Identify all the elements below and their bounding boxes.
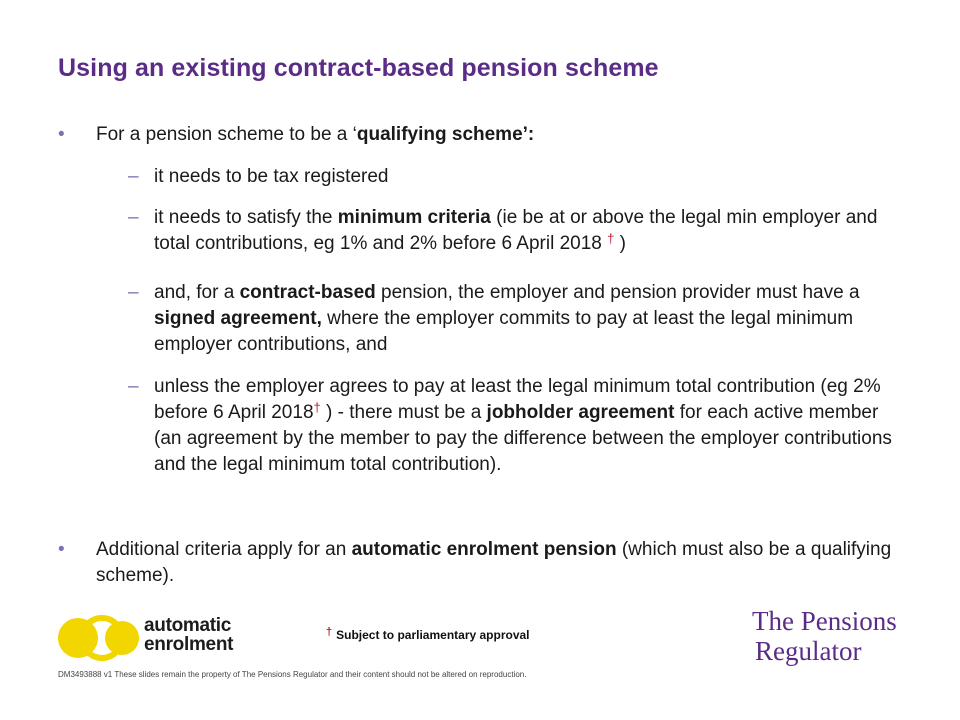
dagger-mark: †: [313, 400, 321, 415]
sub-item-text: unless the employer agrees to pay at least the legal minimum total contribution (eg 2% before 6 April 2018† ) - there must be a jobholder agreement for each active member (an agreement by the member to pay the difference between the employer contributions and the legal minimum total contribution).: [154, 376, 892, 475]
dagger-mark: †: [326, 626, 333, 638]
bullet-text: For a pension scheme to be a ‘qualifying scheme’:: [96, 124, 535, 145]
sub-item-text: and, for a contract-based pension, the employer and pension provider must have a signed agreement, where the employer commits to pay at least the legal minimum employer contributions, and: [154, 282, 860, 355]
logo-circle: [105, 621, 139, 655]
dagger-mark: †: [607, 231, 615, 246]
pensions-regulator-logo: The Pensions Regulator: [752, 606, 897, 666]
slide-title: Using an existing contract-based pension scheme: [58, 54, 659, 82]
sub-item-text: it needs to satisfy the minimum criteria (ie be at or above the legal min employer and total contributions, eg 1% and 2% before 6 April 2018 † ): [154, 207, 878, 254]
bullet-mark: •: [58, 539, 65, 560]
dash-mark: –: [128, 282, 139, 303]
ae-logo-text: automatic enrolment: [144, 615, 234, 655]
footnote-parliamentary-approval: † Subject to parliamentary approval: [326, 626, 530, 642]
sub-item-text: it needs to be tax registered: [154, 166, 389, 187]
legal-notice: DM3493888 v1 These slides remain the property of The Pensions Regulator and their content should not be altered on reproduction.: [58, 670, 527, 679]
bullet-text: Additional criteria apply for an automatic enrolment pension (which must also be a qualifying scheme).: [96, 539, 892, 586]
dash-mark: –: [128, 207, 139, 228]
dash-mark: –: [128, 376, 139, 397]
bullet-mark: •: [58, 124, 65, 145]
dash-mark: –: [128, 166, 139, 187]
